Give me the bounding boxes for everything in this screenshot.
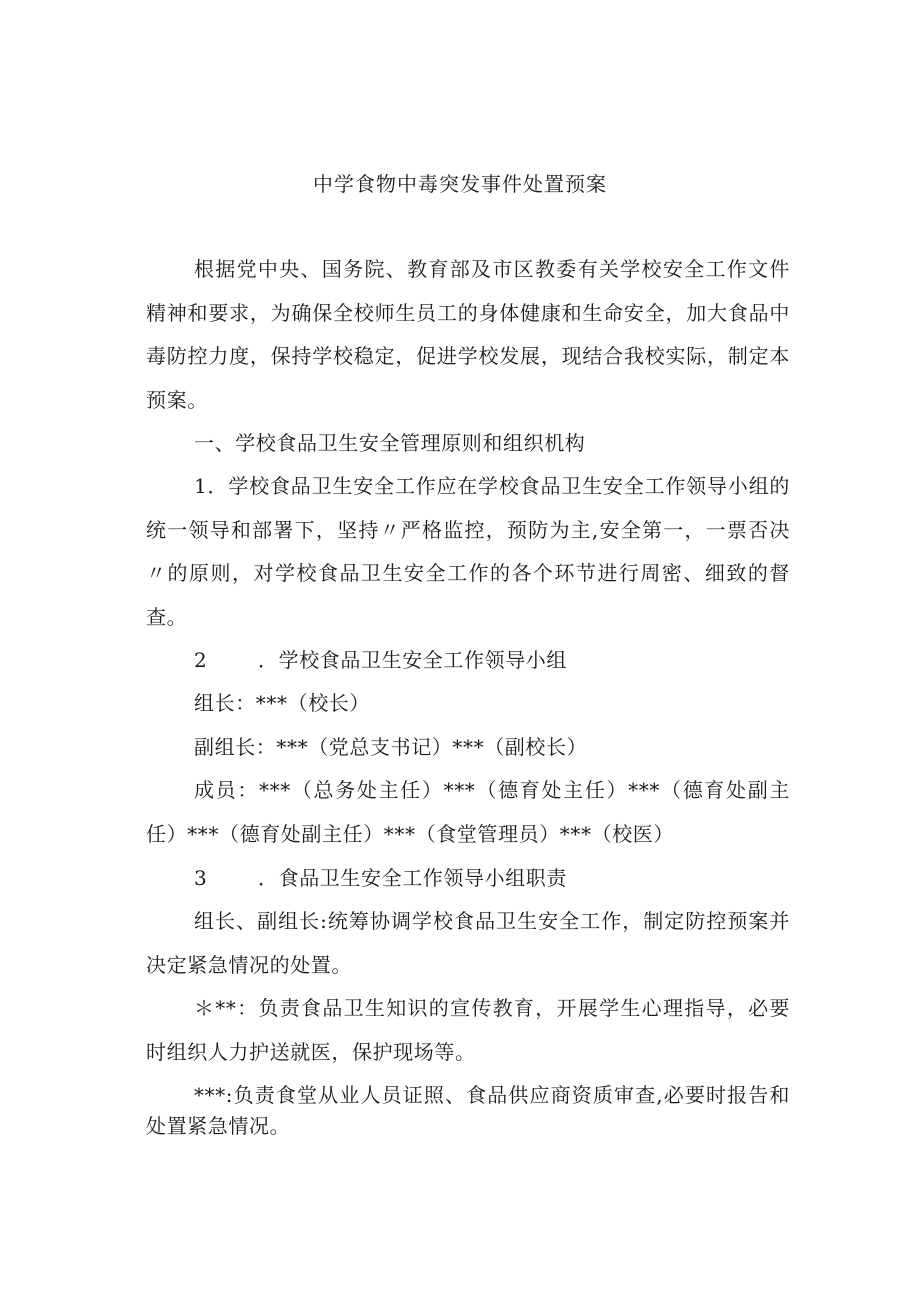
item-2-number: 2 (194, 648, 208, 672)
members-paragraph: 成员：***（总务处主任）***（德育处主任）***（德育处副主任）***（德育处副主任）***（食堂管理员）***（校医） (146, 778, 790, 846)
section-heading: 一、学校食品卫生安全管理原则和组织机构 (194, 431, 586, 455)
duty-canteen-paragraph: ***:负责食堂从业人员证照、食品供应商资质审查,必要时报告和处置紧急情况。 (146, 1083, 790, 1138)
document-title: 中学食物中毒突发事件处置预案 (313, 172, 607, 196)
deputy-leader-line: 副组长：***（党总支书记）***（副校长） (194, 735, 588, 759)
item-3-number: 3 (194, 866, 208, 890)
duty-education-paragraph: ＊**：负责食品卫生知识的宣传教育，开展学生心理指导，必要时组织人力护送就医，保护现场等。 (146, 996, 790, 1064)
intro-paragraph: 根据党中央、国务院、教育部及市区教委有关学校安全工作文件精神和要求，为确保全校师生员工的身体健康和生命安全，加大食品中毒防控力度，保持学校稳定，促进学校发展，现结合我校实际，制定本预案。 (146, 257, 790, 412)
leader-line: 组长：***（校长） (194, 691, 370, 715)
item-2-heading (194, 639, 567, 683)
item-3-heading (194, 857, 567, 901)
duty-leaders-paragraph: 组长、副组长:统筹协调学校食品卫生安全工作，制定防控预案并决定紧急情况的处置。 (146, 909, 790, 977)
item-3-text: ．食品卫生安全工作领导小组职责 (258, 866, 567, 890)
item-2-text: ．学校食品卫生安全工作领导小组 (258, 648, 567, 672)
item-1-paragraph: 1．学校食品卫生安全工作应在学校食品卫生安全工作领导小组的统一领导和部署下，坚持〃严格监控，预防为主,安全第一，一票否决〃的原则，对学校食品卫生安全工作的各个环节进行周密、细致的督查。 (146, 474, 790, 629)
